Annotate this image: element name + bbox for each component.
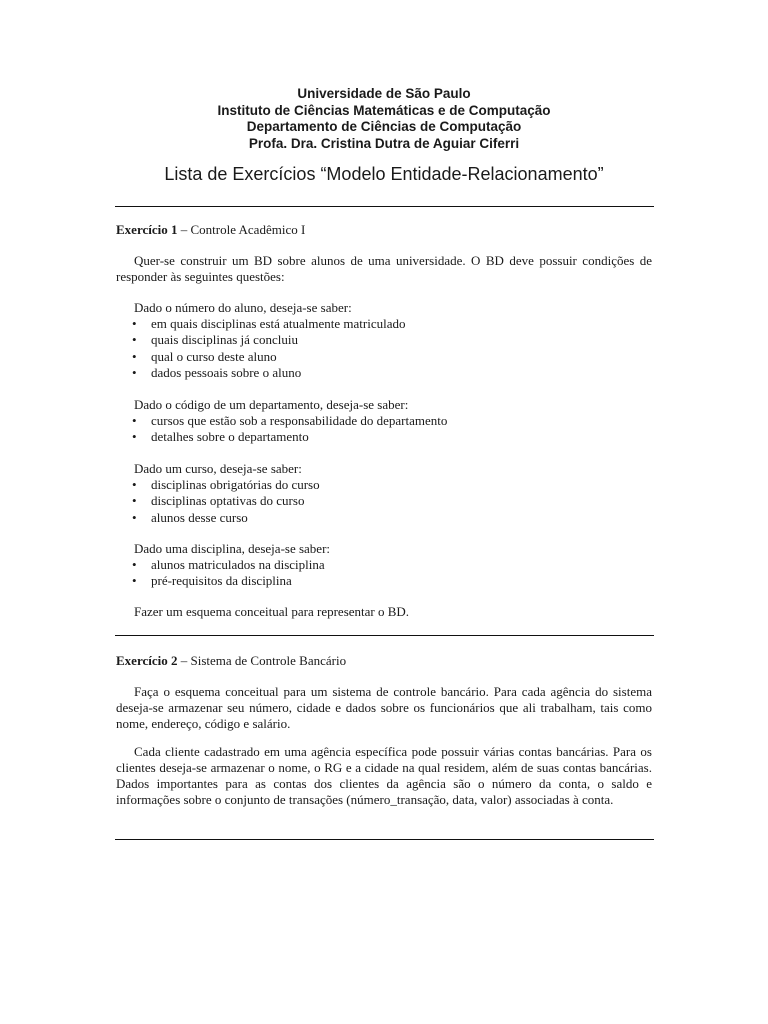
- question-group-2: [134, 397, 654, 446]
- divider: [115, 839, 654, 840]
- bullet-list: [134, 413, 654, 445]
- list-item: • qual o curso deste aluno: [132, 349, 654, 365]
- exercise-1-title: [116, 222, 305, 238]
- divider: [115, 206, 654, 207]
- list-item: • pré-requisitos da disciplina: [132, 573, 654, 589]
- group-heading: Dado o número do aluno, deseja-se saber:: [134, 300, 352, 315]
- exercise-1-closing: Fazer um esquema conceitual para representar o BD.: [134, 604, 410, 619]
- divider: [115, 635, 654, 636]
- group-heading: Dado o código de um departamento, deseja-se saber:: [134, 397, 409, 412]
- exercise-1-label: Exercício 1: [116, 222, 178, 237]
- bullet-list: [134, 477, 654, 526]
- exercise-1-intro: Quer-se construir um BD sobre alunos de uma universidade. O BD deve possuir condições de responder às seguintes questões:: [116, 253, 652, 284]
- exercise-1-name: – Controle Acadêmico I: [177, 222, 306, 237]
- list-item: • disciplinas obrigatórias do curso: [132, 477, 654, 493]
- question-group-4: [134, 541, 654, 590]
- list-item: • alunos matriculados na disciplina: [132, 557, 654, 573]
- exercise-2-title: [116, 653, 346, 669]
- group-heading: Dado uma disciplina, deseja-se saber:: [134, 541, 331, 556]
- bullet-list: [134, 557, 654, 589]
- professor-name: Profa. Dra. Cristina Dutra de Aguiar Ciferri: [248, 135, 520, 151]
- bullet-list: [134, 316, 654, 381]
- department-name: Departamento de Ciências de Computação: [246, 119, 522, 134]
- list-item: • em quais disciplinas está atualmente matriculado: [132, 316, 654, 332]
- exercise-2-label: Exercício 2: [116, 653, 178, 668]
- list-item: • alunos desse curso: [132, 510, 654, 526]
- list-item: • disciplinas optativas do curso: [132, 493, 654, 509]
- list-item: • detalhes sobre o departamento: [132, 429, 654, 445]
- exercise-2-paragraph-1: Faça o esquema conceitual para um sistema de controle bancário. Para cada agência do sistema deseja-se armazenar seu número, cidade e dados sobre os funcionários que ali trabalham, tais como nome, endereço, código e salário.: [116, 684, 652, 731]
- list-item: • dados pessoais sobre o aluno: [132, 365, 654, 381]
- question-group-1: [134, 300, 654, 381]
- institute-name: Instituto de Ciências Matemáticas e de Computação: [217, 102, 551, 118]
- university-name: Universidade de São Paulo: [297, 86, 471, 101]
- document-header: [0, 86, 768, 152]
- exercise-2-name: – Sistema de Controle Bancário: [177, 653, 347, 668]
- list-item: • quais disciplinas já concluiu: [132, 332, 654, 348]
- document-title: Lista de Exercícios “Modelo Entidade-Relacionamento”: [164, 164, 604, 184]
- group-heading: Dado um curso, deseja-se saber:: [134, 461, 302, 476]
- exercise-2-paragraph-2: Cada cliente cadastrado em uma agência específica pode possuir várias contas bancárias. Para os clientes deseja-se armazenar o nome, o RG e a cidade na qual residem, além de suas contas bancárias. Dados importantes para as contas dos clientes da agência são o número da conta, o saldo e informações sobre o conjunto de transações (número_transação, data, valor) associadas à conta.: [116, 744, 652, 807]
- question-group-3: [134, 461, 654, 526]
- list-item: • cursos que estão sob a responsabilidade do departamento: [132, 413, 654, 429]
